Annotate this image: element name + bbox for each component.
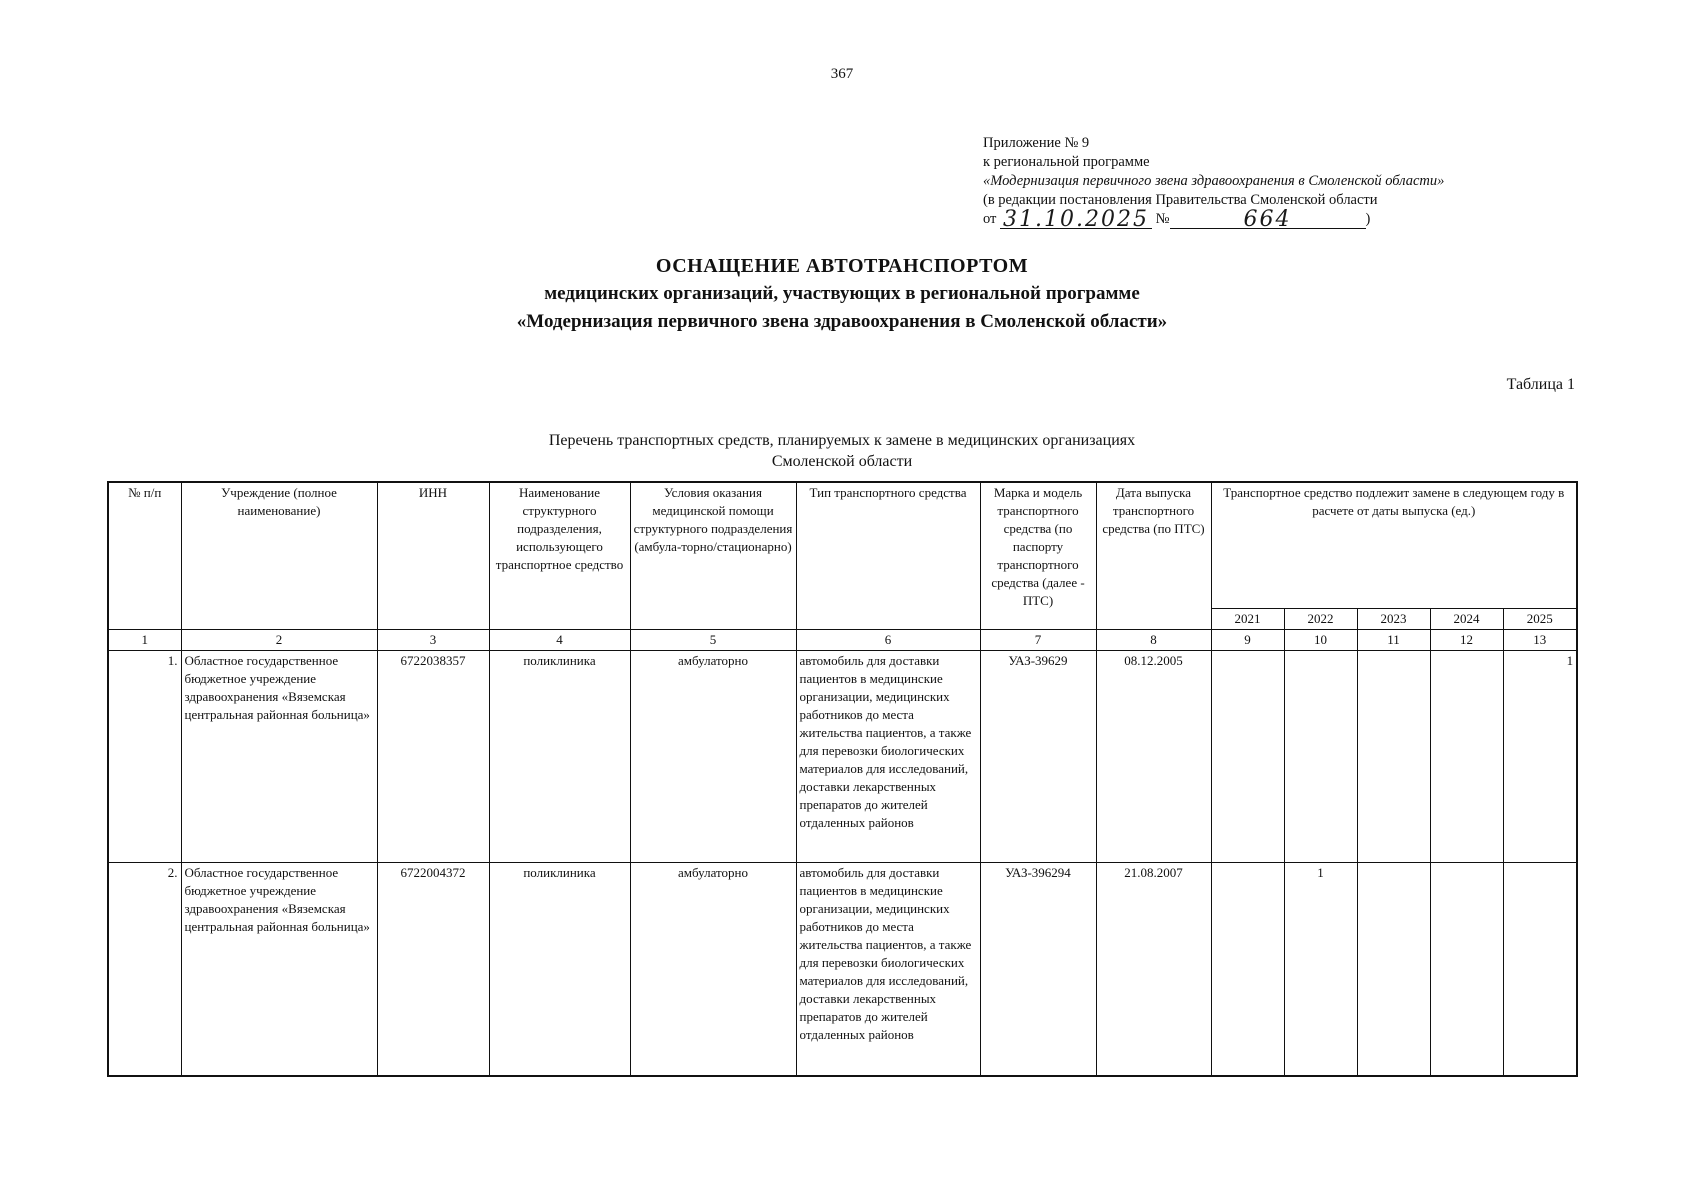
cell-unit: поликлиника <box>489 650 630 862</box>
header-replace-group: Транспортное средство подлежит замене в следующем году в расчете от даты выпуска (ед.) <box>1211 482 1577 608</box>
cell-2025: 1 <box>1503 650 1577 862</box>
cell-2023 <box>1357 862 1430 1076</box>
cell-2024 <box>1430 650 1503 862</box>
table-label: Таблица 1 <box>1506 376 1575 393</box>
subtitle-line-2: Смоленской области <box>771 453 913 470</box>
appendix-line-3: «Модернизация первичного звена здравоохранения в Смоленской области» <box>983 173 1445 189</box>
cell-inn: 6722004372 <box>377 862 489 1076</box>
table-subtitle <box>0 430 1684 472</box>
cell-institution: Областное государственное бюджетное учреждение здравоохранения «Вяземская центральная районная больница» <box>181 862 377 1076</box>
cell-institution: Областное государственное бюджетное учреждение здравоохранения «Вяземская центральная районная больница» <box>181 650 377 862</box>
col-number: 10 <box>1284 629 1357 650</box>
page-number: 367 <box>830 66 854 82</box>
vehicles-table <box>107 481 1578 1077</box>
col-number: 13 <box>1503 629 1577 650</box>
header-year: 2025 <box>1503 608 1577 629</box>
title-line-1: ОСНАЩЕНИЕ АВТОТРАНСПОРТОМ <box>655 255 1029 277</box>
cell-2021 <box>1211 862 1284 1076</box>
handwritten-number: 664 <box>1243 207 1292 232</box>
col-number: 1 <box>108 629 181 650</box>
cell-2022 <box>1284 650 1357 862</box>
cell-brand: УАЗ-396294 <box>980 862 1096 1076</box>
from-prefix: от <box>983 211 997 227</box>
cell-unit: поликлиника <box>489 862 630 1076</box>
col-number: 4 <box>489 629 630 650</box>
cell-inn: 6722038357 <box>377 650 489 862</box>
col-number: 3 <box>377 629 489 650</box>
appendix-block <box>983 134 1445 232</box>
subtitle-line-1: Перечень транспортных средств, планируемых к замене в медицинских организациях <box>548 432 1136 449</box>
title-line-3: «Модернизация первичного звена здравоохранения в Смоленской области» <box>516 311 1168 332</box>
col-number: 11 <box>1357 629 1430 650</box>
appendix-line-2: к региональной программе <box>983 154 1150 170</box>
cell-2023 <box>1357 650 1430 862</box>
appendix-date-line <box>983 207 1444 232</box>
header-inn: ИНН <box>377 482 489 629</box>
header-brand: Марка и модель транспортного средства (по паспорту транспортного средства (далее - ПТС) <box>980 482 1096 629</box>
cell-num: 2. <box>108 862 181 1076</box>
header-conditions: Условия оказания медицинской помощи структурного подразделения (амбула-торно/стационарно) <box>630 482 796 629</box>
table-row <box>108 650 1577 862</box>
handwritten-number-field <box>1170 207 1366 232</box>
header-num: № п/п <box>108 482 181 629</box>
cell-conditions: амбулаторно <box>630 862 796 1076</box>
cell-vehicle-type: автомобиль для доставки пациентов в медицинские организации, медицинских работников до места жительства пациентов, а также для перевозки биологических материалов для исследований, доставки лекарственных препаратов до жителей отдаленных районов <box>796 650 980 862</box>
cell-vehicle-type: автомобиль для доставки пациентов в медицинские организации, медицинских работников до места жительства пациентов, а также для перевозки биологических материалов для исследований, доставки лекарственных препаратов до жителей отдаленных районов <box>796 862 980 1076</box>
cell-2021 <box>1211 650 1284 862</box>
cell-2022: 1 <box>1284 862 1357 1076</box>
header-year: 2024 <box>1430 608 1503 629</box>
close-paren: ) <box>1365 211 1371 227</box>
table-row <box>108 862 1577 1076</box>
cell-2025 <box>1503 862 1577 1076</box>
col-number: 5 <box>630 629 796 650</box>
cell-brand: УАЗ-39629 <box>980 650 1096 862</box>
col-number: 8 <box>1096 629 1211 650</box>
cell-release-date: 21.08.2007 <box>1096 862 1211 1076</box>
cell-2024 <box>1430 862 1503 1076</box>
number-label: № <box>1155 211 1170 227</box>
column-numbers-row <box>108 629 1577 650</box>
col-number: 9 <box>1211 629 1284 650</box>
col-number: 2 <box>181 629 377 650</box>
header-row <box>108 482 1577 608</box>
header-unit: Наименование структурного подразделения, использующего транспортное средство <box>489 482 630 629</box>
header-year: 2021 <box>1211 608 1284 629</box>
cell-conditions: амбулаторно <box>630 650 796 862</box>
col-number: 6 <box>796 629 980 650</box>
title-line-2: медицинских организаций, участвующих в региональной программе <box>544 283 1140 304</box>
cell-release-date: 08.12.2005 <box>1096 650 1211 862</box>
document-title <box>0 252 1684 336</box>
appendix-line-4: (в редакции постановления Правительства Смоленской области <box>983 192 1378 208</box>
header-year: 2022 <box>1284 608 1357 629</box>
handwritten-date: 31.10.2025 <box>1003 207 1150 232</box>
header-year: 2023 <box>1357 608 1430 629</box>
col-number: 7 <box>980 629 1096 650</box>
col-number: 12 <box>1430 629 1503 650</box>
cell-num: 1. <box>108 650 181 862</box>
handwritten-date-field <box>1000 207 1152 232</box>
header-vehicle-type: Тип транспортного средства <box>796 482 980 629</box>
appendix-line-1: Приложение № 9 <box>983 135 1090 151</box>
header-institution: Учреждение (полное наименование) <box>181 482 377 629</box>
header-release-date: Дата выпуска транспортного средства (по ПТС) <box>1096 482 1211 629</box>
